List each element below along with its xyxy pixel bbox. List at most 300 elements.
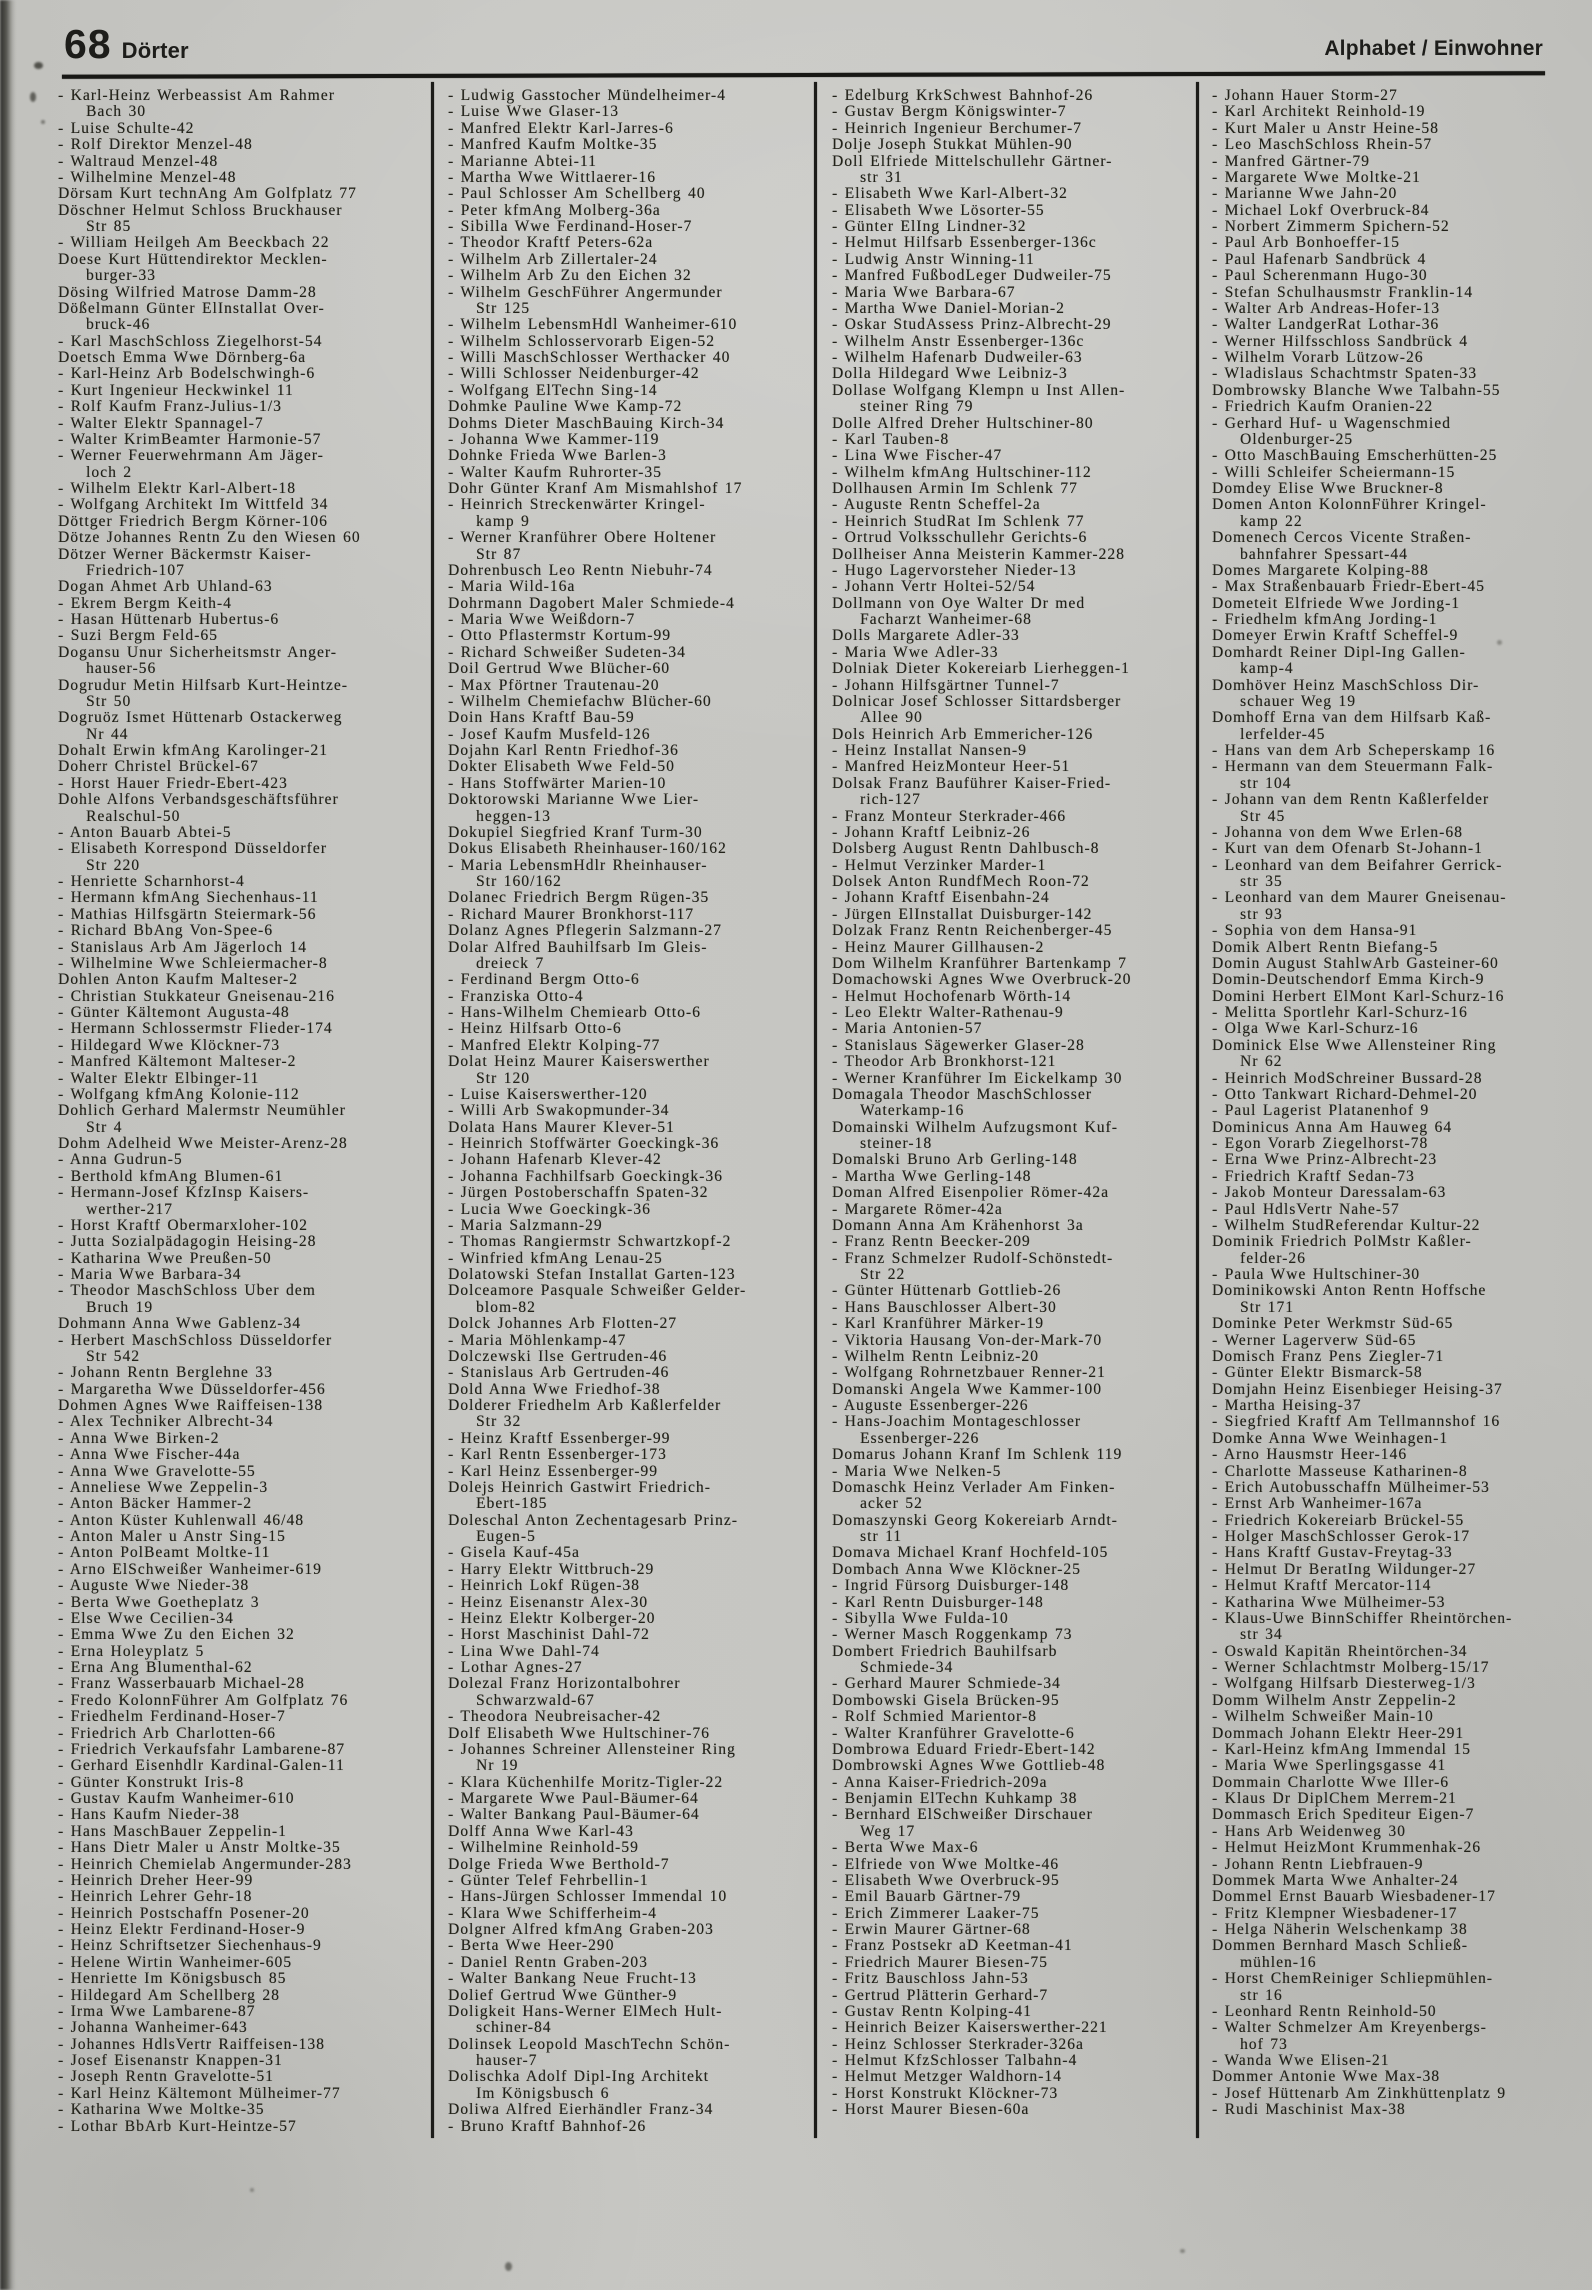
directory-line: - Wolfgang kfmAng Kolonie-112: [58, 1085, 300, 1103]
directory-line: - Theodor Kraftf Peters-62a: [448, 234, 654, 252]
directory-line: - Johanna von dem Wwe Erlen-68: [1212, 823, 1463, 841]
directory-line: - Klara Küchenhilfe Moritz-Tigler-22: [448, 1773, 724, 1791]
directory-line: str 11: [860, 1528, 903, 1545]
directory-line: - Wilhelm GeschFührer Angermunder: [448, 283, 723, 301]
directory-line: - Johannes HdlsVertr Raiffeisen-138: [58, 2035, 325, 2053]
directory-line: - Melitta Sportlehr Karl-Schurz-16: [1212, 1004, 1468, 1021]
directory-line: - Gertrud Plätterin Gerhard-7: [832, 1986, 1049, 2004]
directory-line: Domin-Deutschendorf Emma Kirch-9: [1212, 971, 1485, 989]
directory-line: Dohrenbusch Leo Rentn Niebuhr-74: [448, 561, 713, 579]
directory-line: Domhardt Reiner Dipl-Ing Gallen-: [1212, 643, 1466, 661]
directory-line: - Werner Lagerverw Süd-65: [1212, 1331, 1417, 1349]
directory-line: - Elisabeth Wwe Karl-Albert-32: [832, 185, 1068, 203]
directory-line: Dolar Alfred Bauhilfsarb Im Gleis-: [448, 938, 708, 956]
directory-line: Domhöver Heinz MaschSchloss Dir-: [1212, 676, 1480, 694]
directory-line: - Anton Maler u Anstr Sing-15: [58, 1528, 286, 1545]
directory-line: - Manfred Kältemont Malteser-2: [58, 1053, 297, 1071]
directory-line: Weg 17: [860, 1822, 916, 1840]
directory-line: - Wilhelm Vorarb Lützow-26: [1212, 349, 1424, 366]
directory-line: - Harry Elektr Wittbruch-29: [448, 1560, 655, 1578]
directory-line: Dombrowski Agnes Wwe Gottlieb-48: [832, 1757, 1106, 1775]
directory-line: Dohlich Gerhard Malermstr Neumühler: [58, 1102, 346, 1120]
directory-line: Domen Anton KolonnFührer Kringel-: [1212, 496, 1487, 514]
directory-line: Dolgner Alfred kfmAng Graben-203: [448, 1921, 714, 1938]
directory-line: - Jakob Monteur Daressalam-63: [1212, 1184, 1447, 1202]
directory-line: - Lothar Agnes-27: [448, 1659, 583, 1676]
directory-line: - Fritz Klempner Wiesbadener-17: [1212, 1904, 1458, 1922]
directory-line: - Anton PolBeamt Moltke-11: [58, 1544, 271, 1562]
directory-line: - Max Straßenbauarb Friedr-Ebert-45: [1212, 578, 1485, 596]
directory-line: - Manfred Gärtner-79: [1212, 152, 1370, 170]
directory-line: - Helmut Kraftf Mercator-114: [1212, 1577, 1432, 1595]
directory-line: Dolf Elisabeth Wwe Hultschiner-76: [448, 1724, 710, 1742]
header-rule: [62, 71, 1545, 79]
directory-line: - Olga Wwe Karl-Schurz-16: [1212, 1020, 1419, 1038]
directory-line: Domm Wilhelm Anstr Zeppelin-2: [1212, 1691, 1457, 1709]
directory-line: - Johann van dem Rentn Kaßlerfelder: [1212, 791, 1490, 809]
directory-line: kamp 9: [476, 512, 530, 530]
directory-line: - Paul Arb Bonhoeffer-15: [1212, 234, 1400, 252]
directory-line: - Kurt Maler u Anstr Heine-58: [1212, 119, 1439, 137]
directory-line: - Horst Konstrukt Klöckner-73: [832, 2084, 1059, 2102]
directory-line: - Oswald Kapitän Rheintörchen-34: [1212, 1642, 1468, 1660]
directory-line: Dolata Hans Maurer Klever-51: [448, 1118, 675, 1136]
directory-line: Dold Anna Wwe Friedhof-38: [448, 1380, 661, 1398]
directory-line: Dohle Alfons Verbandsgeschäftsführer: [58, 791, 339, 809]
directory-line: - Herbert MaschSchloss Düsseldorfer: [58, 1331, 333, 1349]
directory-line: - Stanislaus Arb Am Jägerloch 14: [58, 938, 308, 956]
directory-line: - Maria Wwe Weißdorn-7: [448, 611, 636, 628]
directory-line: Doleschal Anton Zechentagesarb Prinz-: [448, 1511, 738, 1529]
directory-line: - Martha Wwe Gerling-148: [832, 1167, 1032, 1185]
directory-line: Dörsam Kurt technAng Am Golfplatz 77: [58, 185, 357, 203]
directory-line: Domdey Elise Wwe Bruckner-8: [1212, 480, 1444, 497]
directory-line: kamp-4: [1240, 660, 1294, 678]
directory-line: - Willi Schlosser Neidenburger-42: [448, 365, 700, 383]
paper-speck: [1180, 2249, 1185, 2253]
directory-line: - Hans Bauschlosser Albert-30: [832, 1298, 1057, 1316]
directory-line: - Katharina Wwe Preußen-50: [58, 1249, 272, 1267]
directory-line: Dominicus Anna Am Hauweg 64: [1212, 1118, 1453, 1136]
page-number: 68: [64, 21, 112, 67]
directory-line: - Karl Architekt Reinhold-19: [1212, 103, 1426, 121]
directory-line: - Wolfgang Hilfsarb Diesterweg-1/3: [1212, 1675, 1476, 1693]
directory-line: - Maria Möhlenkamp-47: [448, 1331, 627, 1349]
directory-line: - Fritz Bauschloss Jahn-53: [832, 1970, 1029, 1988]
directory-line: - Erich Zimmerer Laaker-75: [832, 1904, 1040, 1922]
directory-line: loch 2: [86, 463, 133, 481]
directory-line: bahnfahrer Spessart-44: [1240, 545, 1408, 563]
directory-line: str 93: [1240, 905, 1283, 923]
directory-line: - Auguste Rentn Scheffel-2a: [832, 496, 1041, 514]
column-separator: [431, 82, 434, 2138]
directory-line: - Arno Hausmstr Heer-146: [1212, 1446, 1408, 1464]
directory-line: Dolck Johannes Arb Flotten-27: [448, 1315, 678, 1333]
directory-line: Dominikowski Anton Rentn Hoffsche: [1212, 1282, 1487, 1300]
directory-line: - Paul Hafenarb Sandbrück 4: [1212, 250, 1427, 268]
directory-line: Dombert Friedrich Bauhilfsarb: [832, 1642, 1058, 1660]
directory-line: - Rolf Direktor Menzel-48: [58, 136, 253, 154]
directory-line: - Thomas Rangiermstr Schwartzkopf-2: [448, 1233, 732, 1251]
directory-line: Domagala Theodor MaschSchlosser: [832, 1085, 1092, 1103]
directory-line: Domarus Johann Kranf Im Schlenk 119: [832, 1446, 1123, 1464]
directory-line: Dombowski Gisela Brücken-95: [832, 1691, 1060, 1709]
directory-line: - Paul Schlosser Am Schellberg 40: [448, 185, 706, 203]
directory-line: - Ernst Arb Wanheimer-167a: [1212, 1495, 1423, 1513]
directory-line: - Maria Wwe Barbara-67: [832, 283, 1016, 301]
directory-line: - Elisabeth Korrespond Düsseldorfer: [58, 840, 327, 858]
directory-line: Domini Herbert ElMont Karl-Schurz-16: [1212, 987, 1505, 1005]
directory-line: - Friedrich Maurer Biesen-75: [832, 1953, 1048, 1971]
directory-line: - Walter LandgerRat Lothar-36: [1212, 316, 1440, 334]
directory-line: - Hermann Schlossermstr Flieder-174: [58, 1020, 333, 1038]
directory-line: - Heinz Maurer Gillhausen-2: [832, 938, 1045, 956]
directory-line: - Wilhelm Chemiefachw Blücher-60: [448, 692, 712, 710]
directory-line: - Margarete Römer-42a: [832, 1200, 1003, 1218]
directory-line: werther-217: [86, 1200, 173, 1218]
directory-line: - Luise Wwe Glaser-13: [448, 103, 619, 121]
directory-line: - Ludwig Anstr Winning-11: [832, 250, 1035, 268]
directory-line: - Bruno Kraftf Bahnhof-26: [448, 2117, 647, 2135]
directory-line: Dolatowski Stefan Installat Garten-123: [448, 1266, 736, 1283]
directory-line: - Günter Hüttenarb Gottlieb-26: [832, 1282, 1062, 1300]
directory-line: Dößelmann Günter ElInstallat Over-: [58, 299, 325, 317]
directory-line: - Wilhelmine Menzel-48: [58, 168, 237, 186]
directory-line: steiner-18: [860, 1135, 933, 1152]
section-title: Dörter: [121, 38, 189, 63]
directory-line: - Helmut KfzSchlosser Talbahn-4: [832, 2052, 1078, 2069]
directory-line: Doligkeit Hans-Werner ElMech Hult-: [448, 2002, 723, 2020]
directory-line: - Walter KrimBeamter Harmonie-57: [58, 430, 322, 448]
directory-line: - Mathias Hilfsgärtn Steiermark-56: [58, 905, 317, 923]
directory-line: - Norbert Zimmerm Spichern-52: [1212, 218, 1450, 235]
directory-column-1: [58, 88, 420, 2135]
directory-line: Dolzak Franz Rentn Reichenberger-45: [832, 922, 1113, 940]
directory-line: - Walter Bankang Paul-Bäumer-64: [448, 1806, 700, 1824]
directory-line: Doil Gertrud Wwe Blücher-60: [448, 660, 671, 678]
directory-line: Dogan Ahmet Arb Uhland-63: [58, 578, 273, 596]
directory-line: Realschul-50: [86, 807, 181, 825]
directory-line: - Katharina Wwe Moltke-35: [58, 2101, 265, 2119]
directory-line: - Irma Wwe Lambarene-87: [58, 2002, 256, 2020]
directory-line: Dohrmann Dagobert Maler Schmiede-4: [448, 594, 735, 612]
directory-line: - Heinrich Lehrer Gehr-18: [58, 1888, 253, 1906]
column-separator: [1196, 82, 1199, 2138]
directory-line: - Gerhard Maurer Schmiede-34: [832, 1675, 1061, 1693]
directory-line: - Luise Schulte-42: [58, 119, 195, 137]
directory-line: - Friedrich Verkaufsfahr Lambarene-87: [58, 1740, 346, 1758]
directory-line: - Gustav Bergm Königswinter-7: [832, 103, 1067, 121]
directory-line: - Ortrud Volksschullehr Gerichts-6: [832, 529, 1088, 547]
directory-line: Bruch 19: [86, 1298, 154, 1316]
directory-line: - Manfred Kaufm Moltke-35: [448, 136, 658, 154]
directory-line: - Sophia von dem Hansa-91: [1212, 922, 1418, 940]
directory-line: Dolinsek Leopold MaschTechn Schön-: [448, 2035, 731, 2053]
directory-line: Dolanz Agnes Pflegerin Salzmann-27: [448, 922, 722, 940]
directory-line: - Hans Kraftf Gustav-Freytag-33: [1212, 1544, 1453, 1562]
directory-line: - Heinz Elektr Ferdinand-Hoser-9: [58, 1921, 306, 1938]
directory-line: hof 73: [1240, 2035, 1288, 2053]
directory-line: - Hermann-Josef KfzInsp Kaisers-: [58, 1184, 310, 1202]
directory-column-4: [1212, 88, 1572, 2119]
directory-line: - Maria Wwe Sperlingsgasse 41: [1212, 1757, 1447, 1775]
directory-line: - Hugo Lagervorsteher Nieder-13: [832, 561, 1077, 579]
directory-line: Dominik Friedrich PolMstr Kaßler-: [1212, 1233, 1472, 1251]
directory-column-2: [448, 88, 806, 2135]
directory-line: - Margaretha Wwe Düsseldorfer-456: [58, 1380, 326, 1398]
directory-line: Dötze Johannes Rentn Zu den Wiesen 60: [58, 529, 361, 547]
directory-line: - Helmut Hilfsarb Essenberger-136c: [832, 234, 1097, 252]
directory-line: Allee 90: [860, 709, 923, 727]
directory-line: - Otto Pflastermstr Kortum-99: [448, 627, 672, 645]
directory-line: Dollmann von Oye Walter Dr med: [832, 594, 1086, 612]
directory-line: Dolnicar Josef Schlosser Sittardsberger: [832, 692, 1122, 710]
directory-line: Dolief Gertrud Wwe Günther-9: [448, 1986, 678, 2004]
directory-line: - Heinrich Chemielab Angermunder-283: [58, 1855, 352, 1873]
directory-line: - Anton Bäcker Hammer-2: [58, 1495, 253, 1513]
directory-line: - Lucia Wwe Goeckingk-36: [448, 1200, 651, 1218]
directory-line: - Katharina Wwe Mülheimer-53: [1212, 1593, 1446, 1611]
directory-line: - Walter Elektr Spannagel-7: [58, 414, 264, 432]
directory-line: - Anna Wwe Gravelotte-55: [58, 1462, 256, 1480]
directory-line: Str 4: [86, 1118, 123, 1136]
directory-line: Waterkamp-16: [860, 1102, 965, 1120]
directory-line: - Hans Dietr Maler u Anstr Moltke-35: [58, 1839, 341, 1857]
directory-line: - Theodor Arb Bronkhorst-121: [832, 1053, 1057, 1071]
directory-line: - Ekrem Bergm Keith-4: [58, 594, 232, 612]
directory-line: - Leonhard van dem Maurer Gneisenau-: [1212, 889, 1507, 907]
directory-line: - Jutta Sozialpädagogin Heising-28: [58, 1233, 317, 1251]
directory-line: Domhoff Erna van dem Hilfsarb Kaß-: [1212, 709, 1492, 727]
directory-line: Domeyer Erwin Kraftf Scheffel-9: [1212, 627, 1459, 645]
directory-line: - Horst Kraftf Obermarxloher-102: [58, 1216, 308, 1234]
paper-speck: [34, 62, 43, 69]
directory-line: - Klaus-Uwe BinnSchiffer Rheintörchen-: [1212, 1609, 1513, 1627]
directory-line: Dolischka Adolf Dipl-Ing Architekt: [448, 2068, 710, 2086]
directory-line: - Richard Schweißer Sudeten-34: [448, 643, 686, 661]
directory-line: Domachowski Agnes Wwe Overbruck-20: [832, 971, 1132, 989]
directory-line: Dohms Dieter MaschBauing Kirch-34: [448, 414, 725, 432]
directory-line: Schwarzwald-67: [476, 1691, 595, 1709]
directory-line: - Helmut Hochofenarb Wörth-14: [832, 987, 1072, 1005]
directory-line: Dombrowa Eduard Friedr-Ebert-142: [832, 1740, 1096, 1758]
directory-line: Str 87: [476, 545, 522, 563]
directory-line: - Willi Arb Swakopmunder-34: [448, 1102, 670, 1120]
directory-line: - Manfred Elektr Kolping-77: [448, 1036, 661, 1054]
directory-line: - Franz Postsekr aD Keetman-41: [832, 1937, 1073, 1955]
directory-line: - Emma Wwe Zu den Eichen 32: [58, 1626, 295, 1644]
directory-line: - Walter Bankang Neue Frucht-13: [448, 1970, 697, 1988]
directory-line: - Heinz Eisenanstr Alex-30: [448, 1593, 649, 1611]
directory-line: - Wolfgang Rohrnetzbauer Renner-21: [832, 1364, 1106, 1382]
directory-line: Dombrowsky Blanche Wwe Talbahn-55: [1212, 381, 1501, 399]
directory-line: - Rolf Kaufm Franz-Julius-1/3: [58, 398, 282, 416]
directory-line: Dommel Ernst Bauarb Wiesbadener-17: [1212, 1888, 1496, 1906]
directory-line: - Wilhelm Schweißer Main-10: [1212, 1708, 1434, 1726]
directory-line: - Leonhard Rentn Reinhold-50: [1212, 2002, 1437, 2020]
directory-line: Eugen-5: [476, 1528, 536, 1545]
directory-line: - Wilhelm kfmAng Hultschiner-112: [832, 463, 1092, 481]
directory-line: Dolceamore Pasquale Schweißer Gelder-: [448, 1282, 747, 1300]
directory-line: - Hildegard Wwe Klöckner-73: [58, 1036, 281, 1054]
directory-line: - Werner Hilfsschloss Sandbrück 4: [1212, 332, 1469, 350]
directory-line: - Gustav Kaufm Wanheimer-610: [58, 1790, 295, 1807]
paper-speck: [250, 2188, 254, 2192]
paper-speck: [505, 2262, 512, 2271]
directory-line: - Anton Bauarb Abtei-5: [58, 823, 232, 841]
directory-line: - Horst Hauer Friedr-Ebert-423: [58, 774, 288, 792]
directory-line: Dohmen Agnes Wwe Raiffeisen-138: [58, 1397, 324, 1414]
directory-line: - William Heilgeh Am Beeckbach 22: [58, 234, 330, 252]
directory-line: - Kurt Ingenieur Heckwinkel 11: [58, 381, 294, 399]
directory-line: Domke Anna Wwe Weinhagen-1: [1212, 1429, 1449, 1447]
directory-line: Dokus Elisabeth Rheinhauser-160/162: [448, 840, 727, 858]
directory-line: - Hans Arb Weidenweg 30: [1212, 1822, 1406, 1840]
directory-line: - Wilhelm Schlosservorarb Eigen-52: [448, 332, 716, 350]
directory-line: - Erwin Maurer Gärtner-68: [832, 1921, 1031, 1938]
directory-line: - Helmut Dr BeratIng Wildunger-27: [1212, 1560, 1477, 1578]
directory-line: - Wilhelm LebensmHdl Wanheimer-610: [448, 316, 738, 334]
directory-line: - Charlotte Masseuse Katharinen-8: [1212, 1462, 1468, 1480]
directory-line: - Werner Kranführer Im Eickelkamp 30: [832, 1069, 1123, 1087]
directory-line: - Heinrich Streckenwärter Kringel-: [448, 496, 706, 514]
directory-line: - Horst ChemReiniger Schliepmühlen-: [1212, 1970, 1494, 1988]
directory-line: rich-127: [860, 791, 921, 809]
directory-line: - Walter Elektr Elbinger-11: [58, 1069, 260, 1087]
directory-line: - Josef Eisenanstr Knappen-31: [58, 2052, 283, 2069]
directory-line: - Günter Konstrukt Iris-8: [58, 1773, 245, 1791]
directory-line: Dolls Margarete Adler-33: [832, 627, 1020, 645]
directory-line: Dolsberg August Rentn Dahlbusch-8: [832, 840, 1100, 858]
directory-line: - Wilhelmine Wwe Schleiermacher-8: [58, 954, 328, 972]
directory-line: - Max Pförtner Trautenau-20: [448, 676, 660, 694]
directory-line: - Heinz Installat Nansen-9: [832, 742, 1027, 759]
directory-line: - Josef Hüttenarb Am Zinkhüttenplatz 9: [1212, 2084, 1507, 2102]
directory-line: felder-26: [1240, 1249, 1306, 1267]
directory-line: - Michael Lokf Overbruck-84: [1212, 201, 1430, 219]
directory-line: - Leonhard van dem Beifahrer Gerrick-: [1212, 856, 1503, 874]
directory-line: - Johanna Wwe Kammer-119: [448, 430, 660, 448]
directory-line: str 35: [1240, 873, 1283, 890]
directory-line: - Helmut Metzger Waldhorn-14: [832, 2068, 1062, 2086]
directory-line: - Sibylla Wwe Fulda-10: [832, 1609, 1009, 1627]
directory-line: - Elfriede von Wwe Moltke-46: [832, 1855, 1060, 1873]
directory-line: Nr 62: [1240, 1053, 1283, 1071]
directory-line: - Wilhelm Arb Zu den Eichen 32: [448, 267, 692, 285]
directory-line: Dominke Peter Werkmstr Süd-65: [1212, 1315, 1454, 1333]
directory-line: - Karl Rentn Essenberger-173: [448, 1446, 667, 1464]
directory-line: Dommasch Erich Spediteur Eigen-7: [1212, 1806, 1475, 1824]
directory-line: - Theodora Neubreisacher-42: [448, 1708, 662, 1726]
directory-line: - Berthold kfmAng Blumen-61: [58, 1167, 284, 1185]
directory-line: - Ingrid Fürsorg Duisburger-148: [832, 1577, 1070, 1595]
directory-line: Nr 19: [476, 1757, 519, 1775]
directory-line: Dojahn Karl Rentn Friedhof-36: [448, 742, 679, 759]
directory-line: Dollheiser Anna Meisterin Kammer-228: [832, 545, 1125, 563]
directory-line: - Kurt van dem Ofenarb St-Johann-1: [1212, 840, 1483, 858]
directory-line: Domanski Angela Wwe Kammer-100: [832, 1380, 1102, 1398]
directory-line: Domes Margarete Kolping-88: [1212, 561, 1429, 579]
directory-line: burger-33: [86, 267, 156, 285]
directory-line: Dolanec Friedrich Bergm Rügen-35: [448, 889, 710, 907]
directory-line: Facharzt Wanheimer-68: [860, 611, 1032, 628]
directory-line: - Karl Heinz Essenberger-99: [448, 1462, 659, 1480]
directory-line: Dogrudur Metin Hilfsarb Kurt-Heintze-: [58, 676, 348, 694]
directory-line: - Edelburg KrkSchwest Bahnhof-26: [832, 87, 1094, 104]
directory-line: - Hans MaschBauer Zeppelin-1: [58, 1822, 287, 1840]
directory-line: Dohmke Pauline Wwe Kamp-72: [448, 398, 683, 416]
directory-line: - Walter Kaufm Ruhrorter-35: [448, 463, 662, 481]
directory-line: - Karl MaschSchloss Ziegelhorst-54: [58, 332, 323, 350]
directory-line: - Hermann kfmAng Siechenhaus-11: [58, 889, 319, 907]
directory-line: - Johann Hauer Storm-27: [1212, 87, 1398, 104]
directory-line: - Hildegard Am Schellberg 28: [58, 1986, 280, 2004]
directory-line: Doliwa Alfred Eierhändler Franz-34: [448, 2101, 714, 2119]
directory-line: - Winfried kfmAng Lenau-25: [448, 1249, 663, 1267]
directory-line: - Günter Kältemont Augusta-48: [58, 1004, 290, 1021]
directory-line: mühlen-16: [1240, 1953, 1317, 1971]
directory-line: - Hans Stoffwärter Marien-10: [448, 774, 667, 792]
directory-line: - Hans Kaufm Nieder-38: [58, 1806, 240, 1824]
directory-line: Domava Michael Kranf Hochfeld-105: [832, 1544, 1109, 1562]
directory-line: Domjahn Heinz Eisenbieger Heising-37: [1212, 1380, 1503, 1398]
directory-line: Doll Elfriede Mittelschullehr Gärtner-: [832, 152, 1113, 170]
directory-line: Dötzer Werner Bäckermstr Kaiser-: [58, 545, 312, 563]
directory-line: - Friedrich Kaufm Oranien-22: [1212, 398, 1434, 416]
directory-line: - Karl-Heinz Arb Bodelschwingh-6: [58, 365, 316, 383]
directory-line: - Sibilla Wwe Ferdinand-Hoser-7: [448, 218, 693, 235]
directory-line: - Franz Rentn Beecker-209: [832, 1233, 1031, 1251]
directory-line: - Friedrich Kokereiarb Brückel-55: [1212, 1511, 1465, 1529]
directory-line: - Johann Rentn Berglehne 33: [58, 1364, 273, 1382]
directory-line: Domaszynski Georg Kokereiarb Arndt-: [832, 1511, 1118, 1529]
directory-line: - Karl Heinz Kältemont Mülheimer-77: [58, 2084, 341, 2102]
directory-line: Dominick Else Wwe Allensteiner Ring: [1212, 1036, 1497, 1054]
directory-line: - Luise Kaiserswerther-120: [448, 1085, 648, 1103]
directory-line: - Friedrich Kraftf Sedan-73: [1212, 1167, 1415, 1185]
directory-line: - Josef Kaufm Musfeld-126: [448, 725, 651, 743]
directory-line: - Siegfried Kraftf Am Tellmannshof 16: [1212, 1413, 1501, 1431]
directory-line: - Johann Vertr Holtei-52/54: [832, 578, 1036, 596]
directory-line: - Hans van dem Arb Scheperskamp 16: [1212, 742, 1496, 759]
directory-line: Friedrich-107: [86, 561, 185, 579]
directory-line: - Erna Holeyplatz 5: [58, 1642, 205, 1660]
directory-line: - Günter Telef Fehrbellin-1: [448, 1871, 649, 1889]
directory-line: - Maria Wwe Barbara-34: [58, 1266, 242, 1283]
directory-line: - Heinrich Ingenieur Berchumer-7: [832, 119, 1082, 137]
directory-line: - Friedhelm Ferdinand-Hoser-7: [58, 1708, 286, 1726]
directory-line: - Gustav Rentn Kolping-41: [832, 2002, 1032, 2020]
directory-line: - Karl-Heinz kfmAng Immendal 15: [1212, 1740, 1471, 1758]
directory-line: - Lina Wwe Fischer-47: [832, 447, 1003, 465]
directory-line: - Anna Wwe Birken-2: [58, 1429, 220, 1447]
directory-line: Schmiede-34: [860, 1659, 954, 1676]
directory-line: Dollhausen Armin Im Schlenk 77: [832, 480, 1078, 497]
directory-line: - Margarete Wwe Moltke-21: [1212, 168, 1421, 186]
directory-line: - Johanna Fachhilfsarb Goeckingk-36: [448, 1167, 723, 1185]
directory-line: - Helmut HeizMont Krummenhak-26: [1212, 1839, 1482, 1857]
scan-edge: [0, 0, 16, 2290]
directory-line: - Waltraud Menzel-48: [58, 152, 219, 170]
directory-line: Dolge Frieda Wwe Berthold-7: [448, 1855, 670, 1873]
directory-line: - Helene Wirtin Wanheimer-605: [58, 1953, 293, 1971]
directory-line: - Johann Kraftf Eisenbahn-24: [832, 889, 1050, 907]
directory-line: - Elisabeth Wwe Lösorter-55: [832, 201, 1045, 219]
directory-line: Domaschk Heinz Verlader Am Finken-: [832, 1478, 1116, 1496]
directory-line: - Walter Arb Andreas-Hofer-13: [1212, 299, 1441, 317]
directory-line: - Walter Schmelzer Am Kreyenbergs-: [1212, 2019, 1487, 2037]
directory-line: Dolat Heinz Maurer Kaiserswerther: [448, 1053, 710, 1071]
